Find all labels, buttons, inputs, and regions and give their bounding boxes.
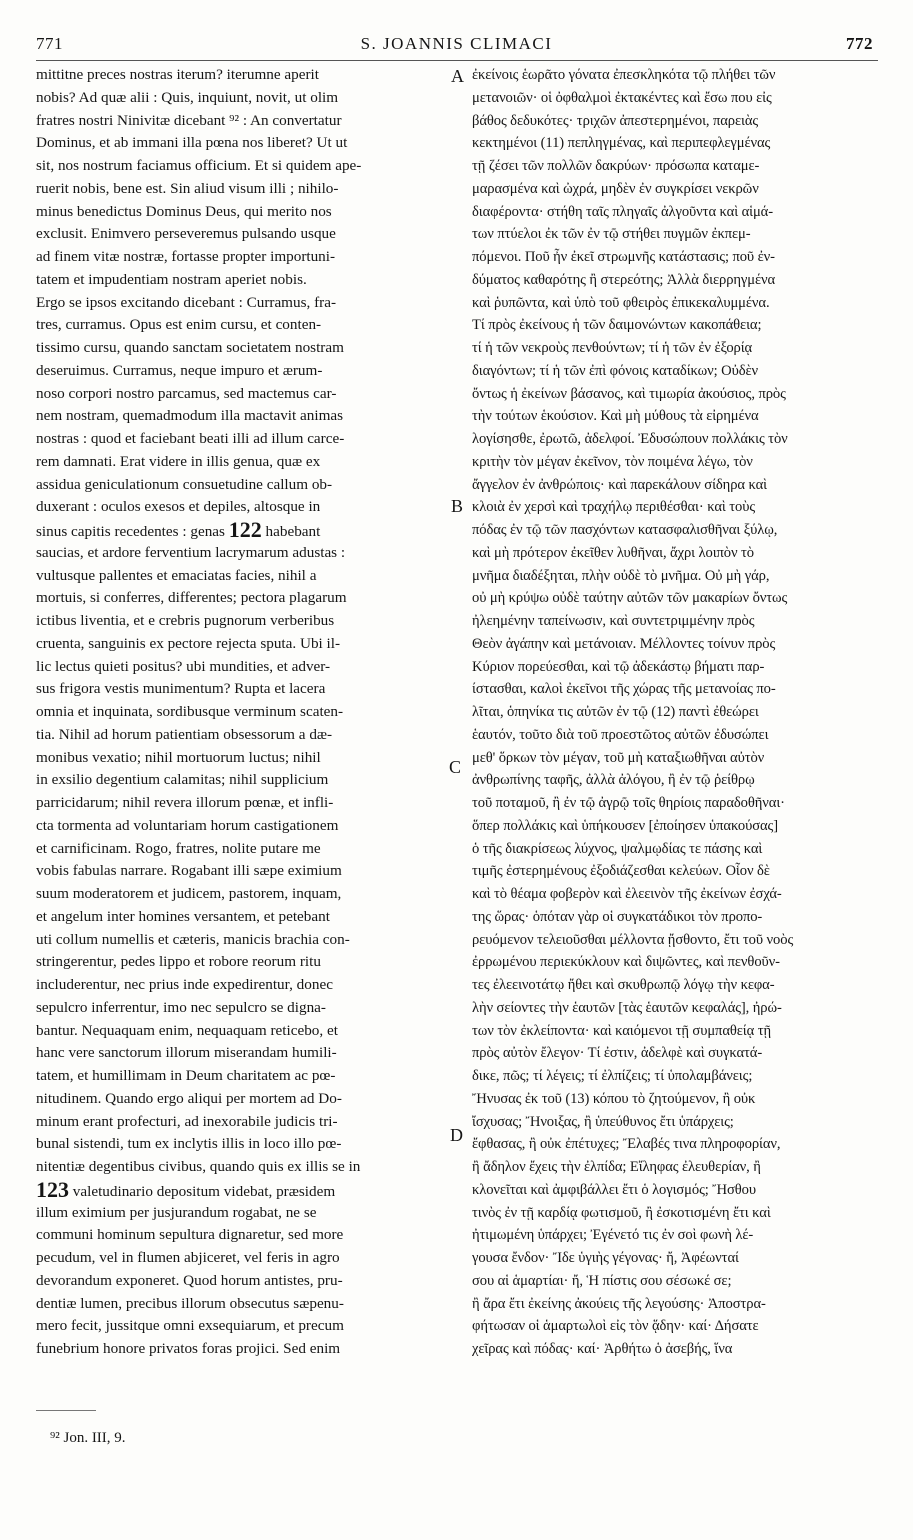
column-number: 123 bbox=[36, 1178, 69, 1202]
latin-line-text: et angelum inter homines versantem, et petebant bbox=[36, 907, 330, 925]
greek-line: ἑαυτόν, τοῦτο διὰ τοῦ προεστῶτος αὐτῶν ἐδυσώπει bbox=[472, 726, 769, 743]
greek-line: ἠτιμωμένη ὑπάρχει; Ἐγένετό τις ἐν σοὶ φωνὴ λέ- bbox=[472, 1227, 754, 1244]
latin-line bbox=[36, 1293, 448, 1316]
greek-line: μετανοιῶν· οἱ ὀφθαλμοὶ ἐκτακέντες καὶ ἔσω που εἰς bbox=[472, 89, 772, 106]
greek-line: διαφέροντα· στήθη ταῖς πληγαῖς ἀλγοῦντα καὶ αἱμά- bbox=[472, 203, 773, 220]
latin-line-text: dentiæ lumen, precibus illorum obsecutus sæpenu- bbox=[36, 1294, 344, 1312]
latin-line bbox=[36, 906, 448, 929]
greek-line: Θεὸν ἀγάπην καὶ μετάνοιαν. Μέλλοντες τοίνυν πρὸς bbox=[472, 635, 776, 652]
running-title: S. JOANNIS CLIMACI bbox=[360, 34, 553, 53]
latin-line-text: lic lectus quieti positus? ubi mundities, et adver- bbox=[36, 657, 331, 675]
latin-line bbox=[36, 1111, 448, 1134]
latin-line-text: uti collum numellis et cæteris, manicis brachia con- bbox=[36, 930, 350, 948]
latin-line bbox=[36, 1315, 448, 1338]
latin-line bbox=[36, 1270, 448, 1293]
margin-letter-d: D bbox=[450, 1125, 463, 1145]
latin-line bbox=[36, 883, 448, 906]
latin-line-text: cta tormenta ad voluntariam horum castigationem bbox=[36, 816, 339, 834]
latin-line-text: funebrium honore privatos foras projici. Sed enim bbox=[36, 1340, 341, 1357]
latin-line-text: saucias, et ardore ferventium lacrymarum adustas : bbox=[36, 543, 346, 561]
latin-line bbox=[36, 815, 448, 838]
greek-line: της ὥρας· ὁπόταν γὰρ οἱ συγκατάδικοι τὸν προπο- bbox=[472, 908, 763, 925]
latin-line bbox=[36, 64, 448, 87]
greek-line: τὴν τούτων ἑκούσιον. Καὶ μὴ μύθους τὰ εἰρημένα bbox=[472, 408, 759, 425]
latin-line bbox=[36, 269, 448, 292]
greek-line: ἠλεημένην ταπείνωσιν, καὶ συντετριμμένην πρὸς bbox=[472, 613, 755, 629]
latin-line bbox=[36, 246, 448, 269]
greek-line: χεῖρας καὶ πόδας· καί· Ἀρθήτω ὁ ἀσεβής, ἵνα bbox=[472, 1341, 733, 1357]
latin-column bbox=[36, 64, 448, 1361]
latin-line-text: hanc vere sanctorum illorum miserandam humili- bbox=[36, 1044, 337, 1062]
latin-line bbox=[36, 724, 448, 747]
greek-line: ἢ ἄδηλον ἔχεις τὴν ἐλπίδα; Εἴληφας ἐλευθερίαν, ἢ bbox=[472, 1159, 761, 1175]
greek-line: ἢ ἄρα ἔτι ἐκείνης ἀκούεις τῆς λεγούσης· Ἀποστρα- bbox=[472, 1295, 766, 1312]
latin-line bbox=[36, 1133, 448, 1156]
greek-line: λὴν σείοντες τὴν ἑαυτῶν [τὰς ἑαυτῶν κεφαλάς], ἠρώ- bbox=[472, 999, 782, 1016]
latin-line bbox=[36, 1202, 448, 1225]
latin-line-text: nobis? Ad quæ alii : Quis, inquiunt, novit, ut olim bbox=[36, 88, 339, 106]
latin-line bbox=[36, 1020, 448, 1043]
latin-line bbox=[36, 974, 448, 997]
latin-line-text: bantur. Nequaquam enim, nequaquam reticebo, et bbox=[36, 1021, 338, 1039]
greek-line: ἴσχυσας; Ἤνοιξας, ἢ ὑπεύθυνος ἔτι ὑπάρχεις; bbox=[472, 1113, 734, 1130]
latin-line-text: ictibus liventia, et e crebris pugnorum verberibus bbox=[36, 612, 335, 629]
latin-line-text: tatem et impudentiam nostram aperiet nobis. bbox=[36, 270, 307, 288]
latin-line bbox=[36, 474, 448, 497]
latin-line bbox=[36, 405, 448, 428]
latin-line bbox=[36, 951, 448, 974]
latin-line-text: exclusit. Enimvero perseveremus pulsando usque bbox=[36, 225, 336, 243]
latin-line bbox=[36, 1179, 448, 1202]
latin-line bbox=[36, 678, 448, 701]
greek-line: ἀνθρωπίνης ταφῆς, ἀλλὰ ἀλόγου, ἢ ἐν τῷ ῥείθρῳ bbox=[472, 772, 755, 789]
latin-line bbox=[36, 610, 448, 633]
latin-line-text: tissimo cursu, quando sanctam societatem nostram bbox=[36, 339, 344, 356]
latin-line bbox=[36, 1088, 448, 1111]
greek-line: καὶ μὴ πρότερον ἐκεῖθεν λυθῆναι, ἄχρι λοιπὸν τὸ bbox=[472, 544, 755, 561]
latin-line-text: rem damnati. Erat videre in illis genua, quæ ex bbox=[36, 452, 321, 470]
latin-line-text: omnia et inquinata, sordibusque verminum scaten- bbox=[36, 703, 344, 720]
greek-line: μαρασμένα καὶ ὠχρά, μηδὲν ἐν συγκρίσει νεκρῶν bbox=[472, 180, 759, 197]
greek-line: λογίσησθε, ἐρωτῶ, ἀδελφοί. Ἐδυσώπουν πολλάκις τὸν bbox=[472, 431, 788, 447]
latin-line-text: illum eximium per jusjurandum rogabat, ne se bbox=[36, 1203, 317, 1221]
latin-line-text: nem nostram, quemadmodum illa mactavit animas bbox=[36, 407, 344, 425]
greek-line: πόδας ἐν τῷ τῶν πασχόντων κατασφαλισθῆναι ξύλῳ, bbox=[472, 522, 778, 538]
latin-line-text: sus frigora vestis munimentum? Rupta et lacera bbox=[36, 680, 326, 698]
latin-line bbox=[36, 929, 448, 952]
latin-line-text: noso corpori nostro parcamus, sed mactemus car- bbox=[36, 384, 337, 402]
latin-line bbox=[36, 132, 448, 155]
latin-line-text: tia. Nihil ad horum patientiam obsessorum a dæ- bbox=[36, 725, 333, 743]
latin-line bbox=[36, 428, 448, 451]
latin-line-continuation: valetudinario depositum videbat, præsidem bbox=[72, 1182, 336, 1200]
latin-line bbox=[36, 451, 448, 474]
greek-line: καὶ ῥυπῶντα, καὶ ὑπὸ τοῦ φθειρὸς ἐπικεκαλυμμένα. bbox=[472, 294, 770, 311]
latin-line bbox=[36, 496, 448, 519]
latin-line-text: bunal sistendi, tum ex inclytis illis in loco illo pœ- bbox=[36, 1135, 342, 1153]
latin-line bbox=[36, 1247, 448, 1270]
latin-line-text: mero fecit, jussitque omni exsequiarum, et precum bbox=[36, 1317, 344, 1335]
latin-line-text: cruenta, sanguinis ex pectore rejecta sputa. Ubi il- bbox=[36, 634, 341, 652]
latin-line-text: minum erant profecturi, ad inexorabile judicis tri- bbox=[36, 1112, 338, 1130]
greek-line: λῖται, ὁπηνίκα τις αὐτῶν ἐν τῷ (12) παντὶ ἐθεώρει bbox=[472, 704, 759, 720]
latin-line-text: communi hominum sepultura dignaretur, sed more bbox=[36, 1226, 344, 1244]
latin-line bbox=[36, 383, 448, 406]
greek-line: ρευόμενον τελειοῦσθαι μέλλοντα ᾔσθοντο, ἔτι τοῦ νοὸς bbox=[472, 931, 794, 948]
greek-line: των τὸν ἐκλείποντα· καὶ καιόμενοι τῇ συμπαθείᾳ τῇ bbox=[472, 1022, 771, 1039]
greek-line: δικε, πῶς; τί λέγεις; τί ἐλπίζεις; τί ὑπολαμβάνεις; bbox=[472, 1068, 753, 1084]
latin-line-text: parricidarum; nihil revera illorum pœnæ, et infli- bbox=[36, 794, 334, 811]
latin-line-text: vultusque pallentes et emaciatas facies, nihil a bbox=[36, 566, 317, 584]
greek-line: γουσα ἔνδον· Ἴδε ὑγιὴς γέγονας· ἤ, Ἀφέωνταί bbox=[472, 1250, 739, 1266]
latin-line-text: vobis fabulas narrare. Rogabant illi sæpe eximium bbox=[36, 862, 342, 880]
latin-line bbox=[36, 860, 448, 883]
footnote: ⁹² Jon. III, 9. bbox=[50, 1430, 126, 1446]
left-page-number: 771 bbox=[36, 34, 63, 53]
latin-line-text: minus benedictus Dominus Deus, qui merito nos bbox=[36, 202, 332, 220]
latin-line-text: deseruimus. Curramus, neque impuro et ærum- bbox=[36, 361, 323, 379]
right-page-number: 772 bbox=[846, 34, 873, 53]
latin-line bbox=[36, 1338, 448, 1361]
latin-line-text: Ergo se ipsos excitando dicebant : Curramus, fra- bbox=[36, 293, 337, 311]
greek-line: ἄγγελον ἐν ἀνθρώποις· καὶ παρεκάλουν σίδηρα καὶ bbox=[472, 476, 767, 493]
latin-line bbox=[36, 1042, 448, 1065]
latin-line bbox=[36, 633, 448, 656]
greek-line: μεθ' ὅρκων τὸν μέγαν, τοῦ μὴ καταξιωθῆναι αὐτὸν bbox=[472, 749, 765, 766]
latin-line bbox=[36, 565, 448, 588]
greek-line: μνῆμα διαδέξηται, πλὴν οὐδὲ τὸ μνῆμα. Οὐ μὴ γάρ, bbox=[472, 567, 770, 584]
latin-line-text: sinus capitis recedentes : genas bbox=[36, 523, 225, 540]
greek-line: διαγόντων; τί ἡ τῶν ἐπὶ φόνοις καταδίκων; Οὐδὲν bbox=[472, 362, 759, 379]
latin-line bbox=[36, 747, 448, 770]
greek-line: ὅπερ πολλάκις καὶ ὑπήκουσεν [ἐποίησεν ὑπακούσας] bbox=[472, 817, 778, 834]
latin-line bbox=[36, 178, 448, 201]
latin-line-text: sit, nos nostrum faciamus officium. Et si quidem ape- bbox=[36, 157, 362, 174]
footnote-rule bbox=[36, 1410, 96, 1411]
latin-line-text: duxerant : oculos exesos et depiles, altosque in bbox=[36, 498, 321, 516]
greek-line: φήτωσαν οἱ ἁμαρτωλοὶ εἰς τὸν ᾅδην· καί· Δήσατε bbox=[472, 1318, 759, 1335]
latin-line bbox=[36, 542, 448, 565]
latin-line bbox=[36, 223, 448, 246]
greek-line: κλονεῖται καὶ ἀμφιβάλλει ἔτι ὁ λογισμός; Ἤσθου bbox=[472, 1181, 756, 1198]
latin-line bbox=[36, 110, 448, 133]
greek-line: κλοιὰ ἐν χερσὶ καὶ τραχήλῳ περιθέσθαι· καὶ τοὺς bbox=[472, 499, 756, 516]
latin-line-text: monibus vexatio; nihil mortuorum luctus; nihil bbox=[36, 748, 321, 766]
latin-line-text: mittitne preces nostras iterum? iterumne aperit bbox=[36, 66, 319, 83]
latin-line-text: in exsilio degentium calamitas; nihil supplicium bbox=[36, 771, 329, 789]
greek-line: δύματος καθαρότης ἢ στερεότης; Ἀλλὰ διερρηγμένα bbox=[472, 271, 776, 288]
latin-line bbox=[36, 360, 448, 383]
latin-line bbox=[36, 337, 448, 360]
latin-line-text: stringerentur, pedes lippo et robore reorum ritu bbox=[36, 953, 321, 971]
latin-line-text: devorandum exponeret. Quod horum antistes, pru- bbox=[36, 1271, 343, 1289]
greek-line: τί ἡ τῶν νεκροὺς πενθούντων; τί ἡ τῶν ἐν ἐξορίᾳ bbox=[472, 340, 753, 356]
greek-line: Τί πρὸς ἐκείνους ἡ τῶν δαιμονώντων κακοπάθεια; bbox=[472, 317, 762, 334]
latin-line-text: pecudum, vel in flumen abjiceret, vel feris in agro bbox=[36, 1249, 340, 1266]
greek-line: βάθος δεδυκότες· τριχῶν ἀπεστερημένοι, παρειὰς bbox=[472, 112, 759, 129]
greek-line: ἐρρωμένου περιεκύκλουν καὶ διψῶντες, καὶ πενθοῦν- bbox=[472, 954, 780, 971]
latin-line-text: ruerit nobis, bene est. Sin aliud visum illi ; nihilo- bbox=[36, 179, 339, 197]
greek-line: σου αἱ ἁμαρτίαι· ἤ, Ἡ πίστις σου σέσωκέ σε; bbox=[472, 1272, 732, 1289]
latin-line-text: tres, curramus. Opus est enim cursu, et conten- bbox=[36, 316, 322, 334]
greek-line: των πτύελοι ἐκ τῶν ἐν τῷ στήθει πυγμῶν ἐκπεμ- bbox=[472, 226, 751, 243]
latin-line bbox=[36, 201, 448, 224]
latin-line bbox=[36, 314, 448, 337]
latin-line-text: assidua geniculationum consuetudine callum ob- bbox=[36, 475, 333, 493]
greek-line: κεκτημένοι (11) πεπληγμένας, καὶ περιπεφλεγμένας bbox=[472, 135, 771, 152]
margin-letter-a: A bbox=[451, 66, 464, 86]
latin-line-text: fratres nostri Ninivitæ dicebant ⁹² : An convertatur bbox=[36, 111, 342, 129]
greek-column bbox=[472, 64, 880, 1361]
latin-line bbox=[36, 656, 448, 679]
greek-line: κριτὴν τὸν μέγαν ἐκεῖνον, τὸν ποιμένα λέγω, τὸν bbox=[472, 453, 753, 470]
latin-line-text: nostras : quod et faciebant beati illi ad illum carce- bbox=[36, 430, 345, 447]
greek-line: καὶ τὸ θέαμα φοβερὸν καὶ ἐλεεινὸν τῆς ἐκείνων ἐσχά- bbox=[472, 886, 782, 902]
greek-line: τοῦ ποταμοῦ, ἢ ἐν τῷ ἀγρῷ τοῖς θηρίοις παραδοθῆναι· bbox=[472, 795, 785, 811]
greek-line: ὁ τῆς διακρίσεως λύχνος, ψαλμῳδίας τε πάσης καὶ bbox=[472, 840, 763, 857]
greek-line: ἔφθασας, ἢ οὐκ ἐπέτυχες; Ἔλαβές τινα πληροφορίαν, bbox=[472, 1136, 781, 1153]
latin-line bbox=[36, 701, 448, 724]
latin-line bbox=[36, 155, 448, 178]
latin-line-text: sepulcro inferrentur, imo nec sepulcro se digna- bbox=[36, 998, 326, 1016]
latin-line bbox=[36, 1065, 448, 1088]
greek-line: πόμενοι. Ποῦ ἦν ἐκεῖ στρωμνῆς κατάστασις; ποῦ ἐν- bbox=[472, 249, 775, 265]
latin-line-text: nitudinem. Quando ergo aliqui per mortem ad Do- bbox=[36, 1089, 342, 1107]
greek-line: τιμῆς ἐστερημένους ἐξοδιάζεσθαι κελεύων. Οἷον δὲ bbox=[472, 863, 770, 880]
latin-line-text: nitentiæ degentibus civibus, quando quis ex illis se in bbox=[36, 1158, 361, 1175]
latin-line-text: ad finem vitæ nostræ, fortasse propter importuni- bbox=[36, 248, 336, 265]
latin-line bbox=[36, 587, 448, 610]
header-rule bbox=[36, 60, 878, 61]
margin-letter-c: C bbox=[449, 757, 462, 777]
latin-line bbox=[36, 997, 448, 1020]
greek-line: Κύριον πορεύεσθαι, καὶ τῷ ἀδεκάστῳ βήματι παρ- bbox=[472, 658, 765, 675]
latin-line bbox=[36, 292, 448, 315]
greek-line: Ἤνυσας ἐκ τοῦ (13) κόπου τὸ ζητούμενον, ἢ οὐκ bbox=[472, 1090, 756, 1107]
greek-line: οὐ μὴ κρύψω οὐδὲ ταύτην αὐτῶν τῶν μακαρίων ὄντως bbox=[472, 590, 788, 607]
latin-line bbox=[36, 87, 448, 110]
latin-line-text: includerentur, nec prius inde expedirentur, donec bbox=[36, 976, 333, 993]
greek-line: τῇ ζέσει τῶν πολλῶν δακρύων· πρόσωπα καταμε- bbox=[472, 158, 760, 174]
latin-line-text: et carnificinam. Rogo, fratres, nolite putare me bbox=[36, 839, 321, 857]
latin-line-text: mortuis, si conferres, differentes; pectora plagarum bbox=[36, 589, 347, 607]
latin-line-text: Dominus, et ab immani illa pœna nos liberet? Ut ut bbox=[36, 134, 348, 152]
latin-line bbox=[36, 1224, 448, 1247]
latin-line-continuation: habebant bbox=[265, 523, 321, 540]
margin-letter-b: B bbox=[451, 496, 464, 516]
latin-line bbox=[36, 519, 448, 542]
latin-line bbox=[36, 769, 448, 792]
greek-line: τινὸς ἐν τῇ καρδίᾳ φωτισμοῦ, ἢ ἐσκοτισμένη ἔτι καὶ bbox=[472, 1204, 771, 1221]
greek-line: ὄντως ἡ ἐκείνων βάσανος, καὶ τιμωρία ἀκούσιος, πρὸς bbox=[472, 385, 786, 402]
greek-line: ίστασθαι, καλοὶ ἐκεῖνοι τῆς χώρας τῆς μετανοίας πο- bbox=[472, 681, 776, 698]
latin-line-text: suum moderatorem et judicem, pastorem, inquam, bbox=[36, 885, 342, 902]
greek-line: πρὸς αὐτὸν ἔλεγον· Τί ἐστιν, ἀδελφὲ καὶ συγκατά- bbox=[472, 1045, 763, 1062]
latin-line bbox=[36, 838, 448, 861]
greek-line: ἐκείνοις ἑωρᾶτο γόνατα ἐπεσκληκότα τῷ πλήθει τῶν bbox=[472, 67, 776, 83]
latin-line bbox=[36, 1156, 448, 1179]
latin-line bbox=[36, 792, 448, 815]
column-number: 122 bbox=[228, 519, 262, 542]
greek-line: τες ἐλεεινοτάτῳ ἤθει καὶ σκυθρωπῷ λόγῳ τὴν κεφα- bbox=[472, 977, 775, 993]
latin-line-text: tatem, et humillimam in Deum charitatem ac pœ- bbox=[36, 1067, 336, 1084]
